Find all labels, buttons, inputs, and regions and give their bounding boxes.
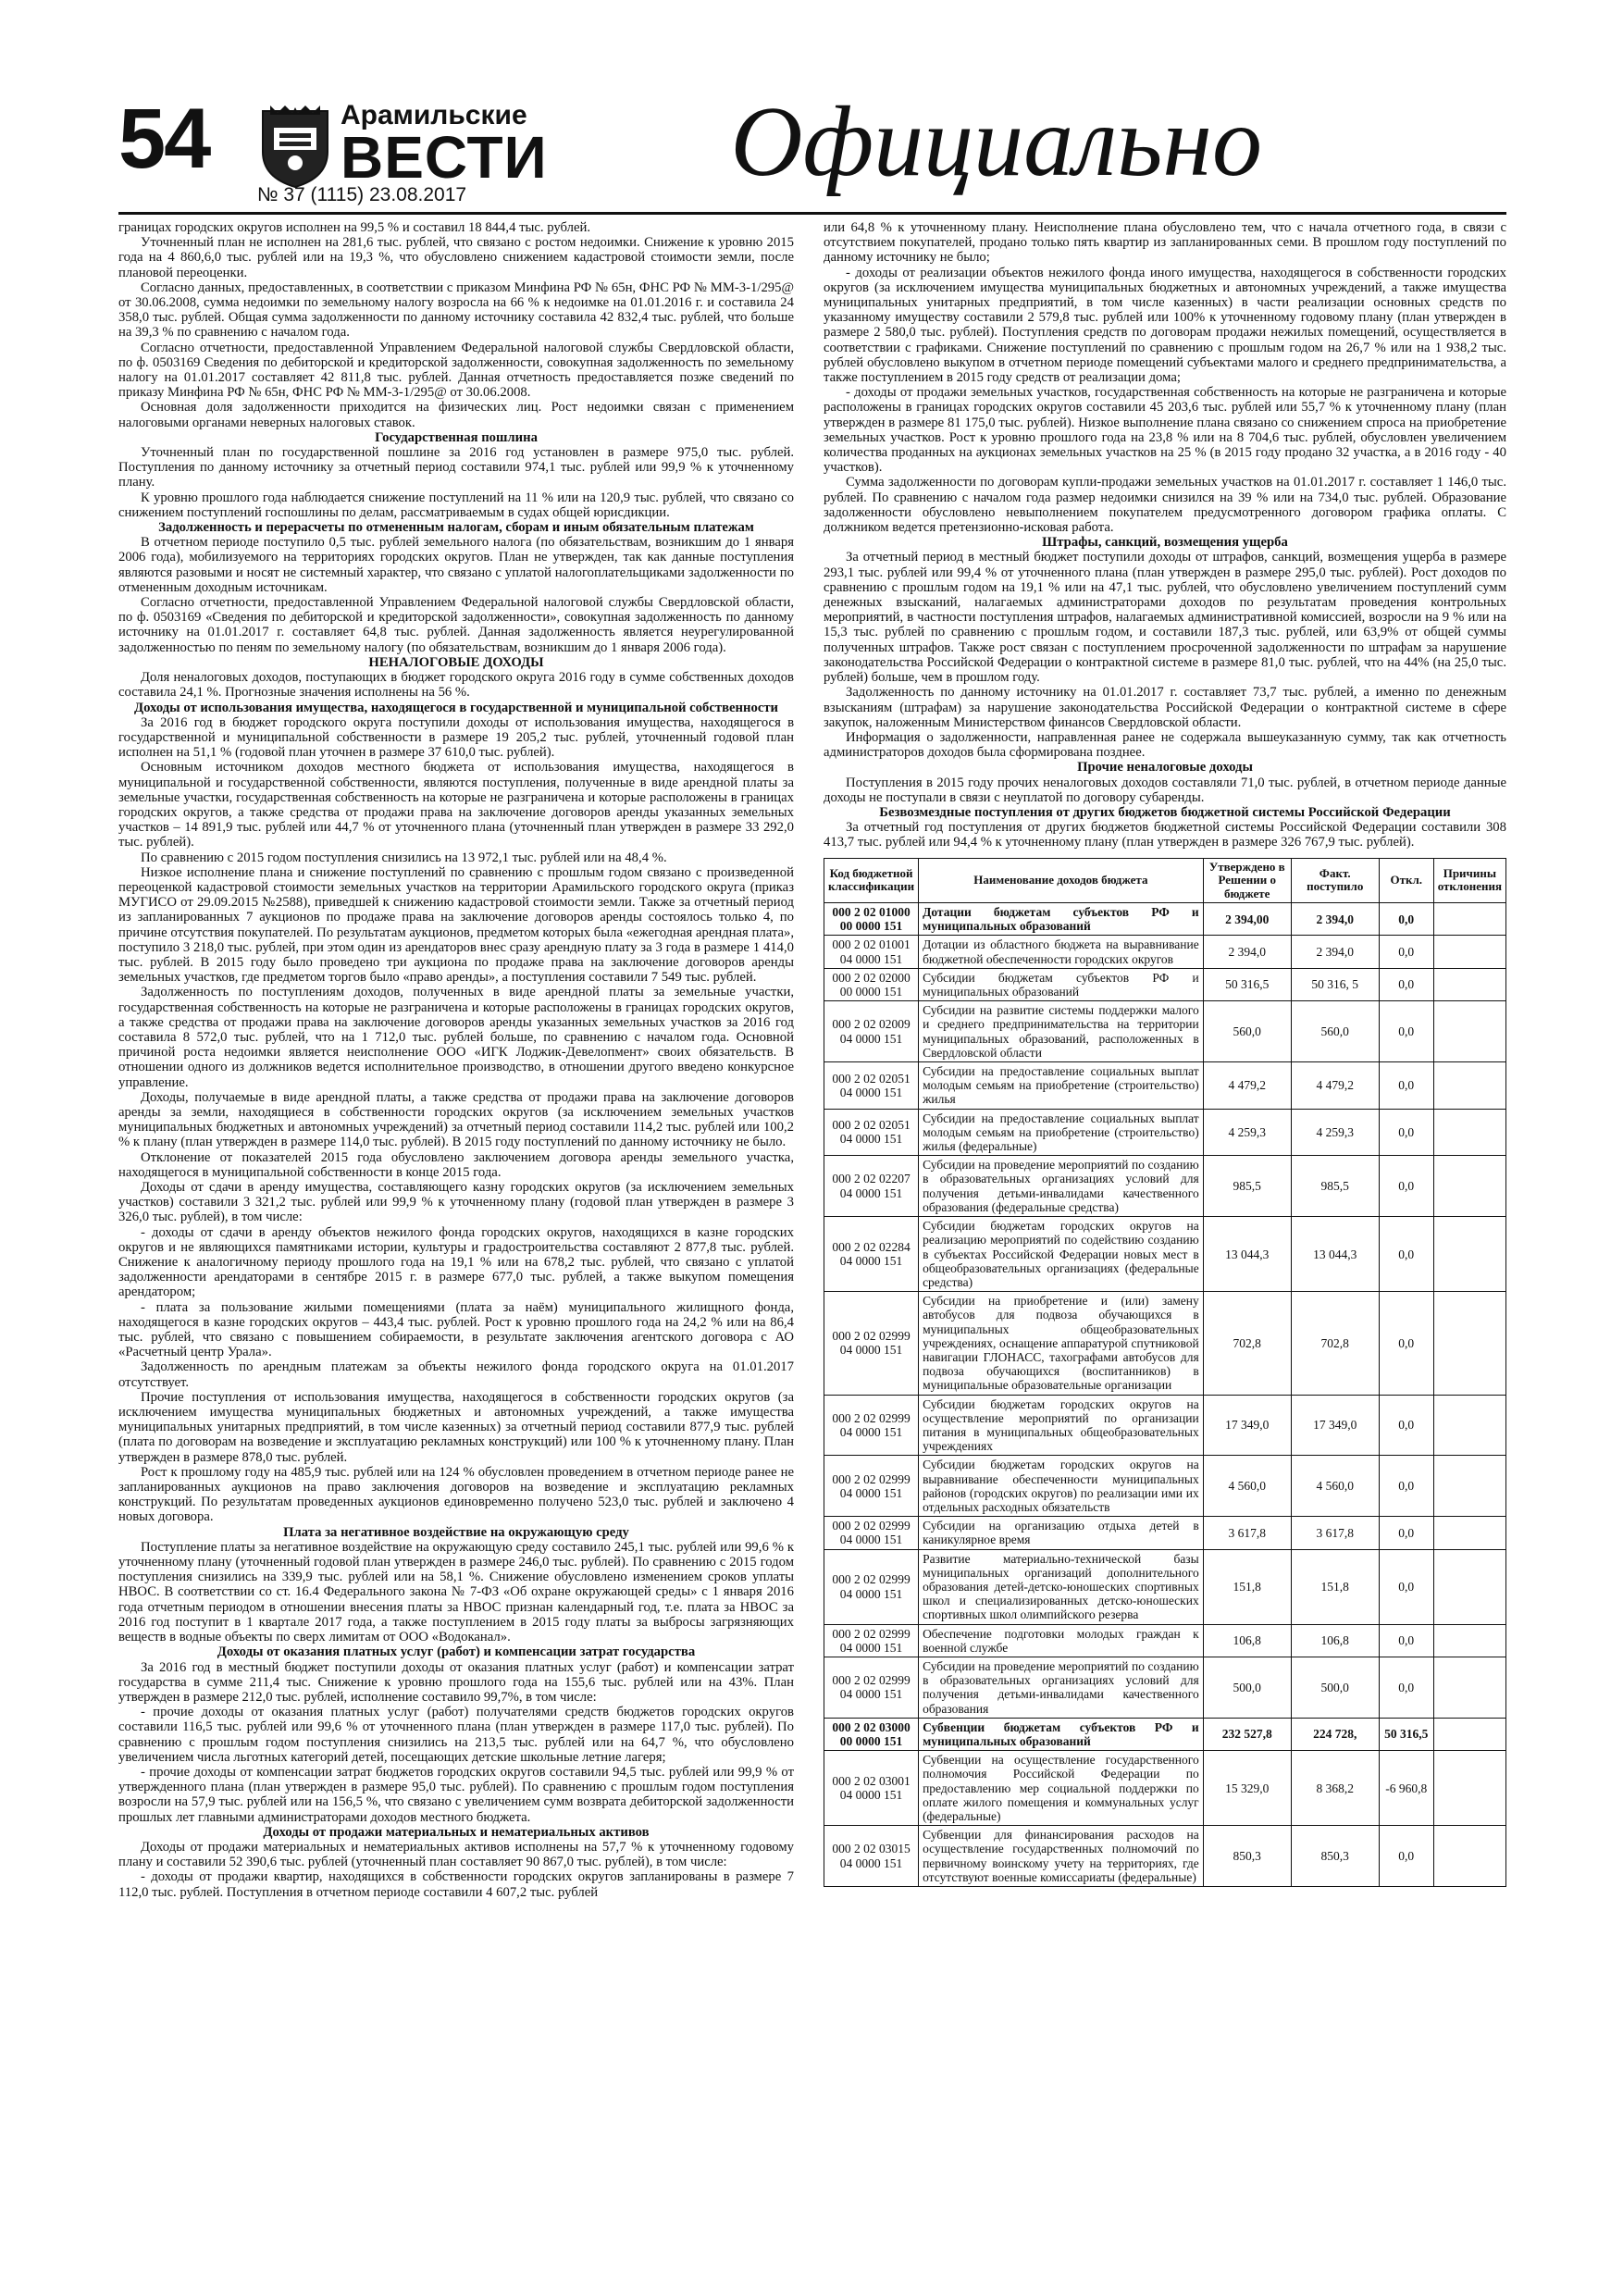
cell-code: 000 2 02 02999 04 0000 151 (824, 1456, 919, 1517)
cell-code: 000 2 02 03015 04 0000 151 (824, 1826, 919, 1887)
table-row (824, 1517, 1506, 1549)
section-heading: Доходы от использования имущества, находящегося в государственной и муниципальной собственности (133, 700, 779, 715)
cell-plan: 560,0 (1203, 1001, 1291, 1062)
cell-name: Субсидии на организацию отдыха детей в каникулярное время (919, 1517, 1204, 1549)
cell-name: Субсидии на приобретение и (или) замену автобусов для подвоза обучающихся в муниципальных общеобразовательных учреждениях, оснащение аппаратурой спутниковой навигации ГЛОНАСС, тахографами автобусов для подвоза обучающихся (воспитанников) в муниципальные образовательные организации (919, 1292, 1204, 1395)
cell-plan: 50 316,5 (1203, 968, 1291, 1000)
paragraph: Сумма задолженности по договорам купли-продажи земельных участков на 01.01.2017 г. составляет 1 146,0 тыс. рублей. По сравнению с началом года размер недоимки снизился на 39 % или на 734,0 тыс. рублей. Образование задолженности обусловлено невыполнением покупателем предусмотренного договором графика оплаты. С должником ведется претензионно-исковая работа. (824, 475, 1506, 536)
cell-fact: 3 617,8 (1291, 1517, 1379, 1549)
cell-code: 000 2 02 03000 00 0000 151 (824, 1718, 919, 1750)
cell-reason (1433, 1517, 1505, 1549)
cell-deviation: 0,0 (1379, 1657, 1433, 1718)
cell-reason (1433, 1001, 1505, 1062)
paragraph: За отчетный год поступления от других бюджетов бюджетной системы Российской Федерации составили 308 413,7 тыс. рублей или 94,4 % к уточненному плану (план утвержден в размере 326 767,9 тыс. рублей). (824, 820, 1506, 850)
cell-plan: 500,0 (1203, 1657, 1291, 1718)
paragraph: Основная доля задолженности приходится на физических лиц. Рост недоимки связан с применением налоговыми органами неверных налоговых ставок. (118, 400, 794, 430)
cell-plan: 15 329,0 (1203, 1751, 1291, 1826)
section-title: Официально (730, 87, 1262, 197)
cell-code: 000 2 02 02999 04 0000 151 (824, 1292, 919, 1395)
left-column (118, 220, 794, 2275)
cell-reason (1433, 936, 1505, 968)
cell-reason (1433, 1395, 1505, 1456)
cell-plan: 4 479,2 (1203, 1062, 1291, 1110)
section-heading: Прочие неналоговые доходы (1077, 760, 1253, 776)
cell-code: 000 2 02 03001 04 0000 151 (824, 1751, 919, 1826)
paragraph: За 2016 год в бюджет городского округа поступили доходы от использования имущества, находящегося в государственной и муниципальной собственности в размере 19 205,2 тыс. рублей, уточненный годовой план исполнен на 51,1 % (годовой план уточнен в размере 37 610,0 тыс. рублей). (118, 714, 794, 761)
paragraph: - прочие доходы от компенсации затрат бюджетов городских округов составили 94,5 тыс. рублей или 99,9 % от утвержденного плана (план утвержден в размере 95,0 тыс. рублей). По сравнению с прошлым годом поступления возросли на 57,9 тыс. рублей или на 156,5 %, что связано с увеличением сумм возврата дебиторской задолженности прошлых лет главными администраторами доходов местного бюджета. (118, 1764, 794, 1825)
table-row (824, 1109, 1506, 1156)
cell-code: 000 2 02 02999 04 0000 151 (824, 1657, 919, 1718)
paragraph: - плата за пользование жилыми помещениями (плата за наём) муниципального жилищного фонда, находящегося в казне городских округов – 443,4 тыс. рублей. Рост к уровню прошлого года на 24,2 % или на 86,4 тыс. рублей, что связано с повышением собираемости, в результате заключения агентского договора с АО «Расчетный центр Урала». (118, 1299, 794, 1360)
cell-code: 000 2 02 02999 04 0000 151 (824, 1624, 919, 1657)
paragraph: Основным источником доходов местного бюджета от использования имущества, находящегося в муниципальной и государственной собственности, являются поступления, полученные в виде арендной платы за земельные участки, государственная собственность на которые не разграничена и которые расположены в границах городских округов, а также средства от продажи права на заключение договоров аренды указанных земельных участков – 14 891,9 тыс. рублей или 44,7 % от уточненного плана (уточненный план утвержден в размере 33 292,0 тыс. рублей). (118, 760, 794, 850)
paragraph: По сравнению с 2015 годом поступления снизились на 13 972,1 тыс. рублей или на 48,4 %. (141, 850, 667, 865)
cell-fact: 151,8 (1291, 1549, 1379, 1624)
paragraph: Поступления в 2015 году прочих неналоговых доходов составляли 71,0 тыс. рублей, в отчетном периоде данные доходы не поступали в связи с неуплатой по договору субаренды. (824, 775, 1506, 805)
cell-name: Развитие материально-технической базы муниципальных организаций дополнительного образования детей-детско-юношеских спортивных школ и специализированных детско-юношеских спортивных школ олимпийского резерва (919, 1549, 1204, 1624)
cell-code: 000 2 02 01001 04 0000 151 (824, 936, 919, 968)
cell-plan: 850,3 (1203, 1826, 1291, 1887)
cell-reason (1433, 1156, 1505, 1217)
header-code: Код бюджетной классификации (824, 858, 919, 903)
cell-reason (1433, 1624, 1505, 1657)
cell-deviation: 0,0 (1379, 968, 1433, 1000)
paragraph: - доходы от реализации объектов нежилого фонда иного имущества, находящегося в собственности городских округов (за исключением имущества муниципальных бюджетных и автономных учреждений, а также имущества муниципальных унитарных предприятий, в том числе казенных) в части реализации основных средств по указанному имуществу составили 2 579,8 тыс. рублей или 100% к уточненному годовому плану (план утвержден в размере 2 580,0 тыс. рублей). Поступления средств по договорам продажи нежилых помещений, осуществляется в соответствии с графиками. Снижение поступлений по сравнению с прошлым годом на 26,7 % или на 1 938,2 тыс. рублей обусловлено выкупом в отчетном периоде помещений субъектами малого и среднего предпринимательства, а также поступлением в 2015 году средств от реализации дома; (824, 265, 1506, 386)
header-name: Наименование доходов бюджета (919, 858, 1204, 903)
paragraph: Доходы от сдачи в аренду имущества, составляющего казну городских округов (за исключением земельных участков) составили 3 321,2 тыс. рублей или 99,9 % к уточненному плану (годовой план утвержден в размере 3 326,0 тыс. рублей), в том числе: (118, 1180, 794, 1225)
table-header-row (824, 858, 1506, 903)
paragraph: Доля неналоговых доходов, поступающих в бюджет городского округа 2016 году в сумме собственных доходов составила 24,1 %. Прогнозные значения исполнены на 56 %. (118, 670, 794, 701)
cell-name: Субсидии бюджетам городских округов на реализацию мероприятий по содействию созданию в субъектах Российской Федерации новых мест в общеобразовательных организациях (федеральные средства) (919, 1217, 1204, 1292)
paragraph: За отчетный период в местный бюджет поступили доходы от штрафов, санкций, возмещения ущерба в размере 293,1 тыс. рублей или 99,4 % от уточненного плана (план утвержден в размере 295,0 тыс. рублей). Рост доходов по сравнению с прошлым годом на 19,1 % или на 47,1 тыс. рублей, что обусловлено увеличением поступлений сумм денежных взысканий, налагаемых администраторами доходов по результатам проведения контрольных мероприятий, в частности поступления штрафов, налагаемых административной комиссией, возросли на 9 % или на 15,3 тыс. рублей по сравнению с прошлым годом, и составили 187,3 тыс. рублей, или 63,9% от общей суммы полученных штрафов. Также рост связан с поступлением просроченной задолженности по штрафам за нарушение законодательства Российской Федерации о контрактной системе в размере 81,0 тыс. рублей, что на 44% (на 25,0 тыс. рублей) больше, чем в прошлом году. (824, 550, 1506, 686)
city-coat-of-arms-icon (257, 104, 333, 189)
cell-name: Обеспечение подготовки молодых граждан к военной службе (919, 1624, 1204, 1657)
cell-deviation: 0,0 (1379, 1292, 1433, 1395)
cell-deviation: 0,0 (1379, 1826, 1433, 1887)
header-fact: Факт. поступило (1291, 858, 1379, 903)
paragraph: - доходы от продажи земельных участков, государственная собственность на которые не разграничена и которые расположены в границах городских округов составили 45 203,6 тыс. рублей или 55,7 % к уточненному плану (план утвержден в размере 81 175,0 тыс. рублей). Низкое выполнение плана связано со снижением спроса на приобретение земельных участков. Рост к уровню прошлого года на 23,8 % или на 8 704,6 тыс. рублей, обусловлен увеличением количества проданных на аукционах земельных участков на 25 % (в 2015 году продано 32 участка, а в 2016 году - 40 участков). (824, 385, 1506, 476)
table-row (824, 1156, 1506, 1217)
cell-name: Дотации бюджетам субъектов РФ и муниципальных образований (919, 903, 1204, 936)
paragraph: Задолженность по данному источнику на 01.01.2017 г. составляет 73,7 тыс. рублей, а именно по денежным взысканиям (штрафам) за нарушение законодательства Российской Федерации о контрактной системе в сфере закупок, наложенным Министерством финансов Свердловской области. (824, 685, 1506, 730)
table-row (824, 1292, 1506, 1395)
table-row (824, 1456, 1506, 1517)
issue-info: № 37 (1115) 23.08.2017 (257, 184, 467, 205)
table-row (824, 1549, 1506, 1624)
cell-reason (1433, 1109, 1505, 1156)
cell-fact: 500,0 (1291, 1657, 1379, 1718)
cell-fact: 8 368,2 (1291, 1751, 1379, 1826)
cell-plan: 3 617,8 (1203, 1517, 1291, 1549)
cell-plan: 13 044,3 (1203, 1217, 1291, 1292)
cell-reason (1433, 1657, 1505, 1718)
section-heading: Безвозмездные поступления от других бюджетов бюджетной системы Российской Федерации (879, 804, 1451, 820)
cell-code: 000 2 02 02207 04 0000 151 (824, 1156, 919, 1217)
cell-reason (1433, 1456, 1505, 1517)
cell-deviation: 0,0 (1379, 1001, 1433, 1062)
cell-fact: 560,0 (1291, 1001, 1379, 1062)
cell-name: Субвенции для финансирования расходов на осуществление государственных полномочий по первичному воинскому учету на территориях, где отсутствуют военные комиссариаты (федеральные) (919, 1826, 1204, 1887)
header-deviation: Откл. (1379, 858, 1433, 903)
cell-name: Субсидии на проведение мероприятий по созданию в образовательных организациях условий для получения детьми-инвалидами качественного образования (федеральные средства) (919, 1156, 1204, 1217)
cell-code: 000 2 02 02999 04 0000 151 (824, 1517, 919, 1549)
table-row (824, 1001, 1506, 1062)
paper-name-main: ВЕСТИ (341, 124, 548, 191)
cell-fact: 13 044,3 (1291, 1217, 1379, 1292)
table-body (824, 903, 1506, 1887)
cell-name: Субсидии на развитие системы поддержки малого и среднего предпринимательства на территории муниципальных образований, расположенных в Свердловской области (919, 1001, 1204, 1062)
section-heading: Государственная пошлина (375, 429, 538, 445)
cell-name: Субсидии бюджетам городских округов на осуществление мероприятий по организации питания в муниципальных общеобразовательных учреждениях (919, 1395, 1204, 1456)
paragraph: - доходы от сдачи в аренду объектов нежилого фонда городских округов, находящихся в казне городских округов и не являющихся памятниками истории, культуры и градостроительства составляют 2 877,8 тыс. рублей. Снижение к аналогичному периоду прошлого года на 19,1 % или на 678,2 тыс. рублей, что связано с уплатой задолженности арендаторами в сентябре 2015 г. в размере 677,0 тыс. рублей, а также выкупом помещения арендатором; (118, 1224, 794, 1300)
cell-code: 000 2 02 02284 04 0000 151 (824, 1217, 919, 1292)
cell-deviation: 0,0 (1379, 1456, 1433, 1517)
cell-fact: 2 394,0 (1291, 903, 1379, 936)
cell-name: Субсидии на предоставление социальных выплат молодым семьям на приобретение (строительство) жилья (федеральные) (919, 1109, 1204, 1156)
paragraph: Доходы, получаемые в виде арендной платы, а также средства от продажи права на заключение договоров аренды за земли, находящиеся в собственности городских округов (за исключением земельных участков муниципальных бюджетных и автономных учреждений) за отчетный период составили 114,2 тыс. рублей или 100,2 % к плану (план утвержден в размере 114,0 тыс. рублей). В 2015 году поступлений по данному источнику не было. (118, 1089, 794, 1150)
cell-fact: 850,3 (1291, 1826, 1379, 1887)
cell-fact: 2 394,0 (1291, 936, 1379, 968)
header-reasons: Причины отклонения (1433, 858, 1505, 903)
cell-code: 000 2 02 01000 00 0000 151 (824, 903, 919, 936)
paragraph: К уровню прошлого года наблюдается снижение поступлений на 11 % или на 120,9 тыс. рублей, что связано со снижением поступлений госпошлины по делам, рассматриваемым в судах общей юрисдикции. (118, 490, 794, 520)
table-row (824, 1062, 1506, 1110)
paragraph: Задолженность по поступлениям доходов, полученных в виде арендной платы за земельные участки, государственная собственность на которые не разграничена и которые расположены в границах городских округов, а также средства от продажи права на заключение договоров аренды указанных земельных участков за 2016 год составила 8 572,0 тыс. рублей, что на 1 712,0 тыс. рублей больше, по сравнению с началом года. Основной причиной роста недоимки является неисполнение ООО «ИГК Лоджик-Девелопмент» своих обязательств. В отношении одного из должников ведется исполнительное производство, в отношении другого введено конкурсное управление. (118, 985, 794, 1090)
table-row (824, 968, 1506, 1000)
cell-fact: 985,5 (1291, 1156, 1379, 1217)
paragraph: За 2016 год в местный бюджет поступили доходы от оказания платных услуг (работ) и компенсации затрат государства в сумме 211,4 тыс. Снижение к уровню прошлого года на 155,6 тыс. рублей или на 43%. План утвержден в размере 212,0 тыс. рублей, исполнение составило 99,7%, в том числе: (118, 1659, 794, 1705)
cell-deviation: 0,0 (1379, 903, 1433, 936)
cell-deviation: 0,0 (1379, 1549, 1433, 1624)
cell-code: 000 2 02 02051 04 0000 151 (824, 1109, 919, 1156)
cell-name: Субсидии бюджетам городских округов на выравнивание обеспеченности муниципальных районов (городских округов) по реализации ими их отдельных расходных обязательств (919, 1456, 1204, 1517)
cell-fact: 4 479,2 (1291, 1062, 1379, 1110)
cell-plan: 232 527,8 (1203, 1718, 1291, 1750)
cell-plan: 4 560,0 (1203, 1456, 1291, 1517)
paragraph: - прочие доходы от оказания платных услуг (работ) получателями средств бюджетов городских округов составили 116,5 тыс. рублей или 99,6 % от уточненного плана (план утвержден в размере 117,0 тыс. рублей). По сравнению с прошлым годом поступления снизились на 213,5 тыс. рублей или на 64,7 %, что обусловлено увеличением числа льготных категорий детей, посещающих детские школьные летние лагеря; (118, 1705, 794, 1765)
cell-deviation: 0,0 (1379, 1156, 1433, 1217)
table-row (824, 1217, 1506, 1292)
cell-fact: 106,8 (1291, 1624, 1379, 1657)
cell-deviation: 0,0 (1379, 1109, 1433, 1156)
paragraph: Поступление платы за негативное воздействие на окружающую среду составило 245,1 тыс. рублей или 99,6 % к уточненному плану (уточненный годовой план утвержден в размере 246,0 тыс. рублей). По сравнению с 2015 годом поступления снизились на 339,9 тыс. рублей или на 58,1 %. Снижение обусловлено изменением сроков уплаты НВОС. В соответствии со ст. 16.4 Федерального закона № 7-ФЗ «Об охране окружающей среды» с 1 января 2016 года отчетным периодом в отношении внесения платы за НВОС признан календарный год, т.е. плата за НВОС за 2016 год поступит в 1 квартале 2017 года, а также поступлением в 2015 году платы за выбросы загрязняющих веществ в водные объекты по сверх лимитам от ООО «Водоканал». (118, 1539, 794, 1645)
cell-plan: 106,8 (1203, 1624, 1291, 1657)
paragraph: Доходы от продажи материальных и нематериальных активов исполнены на 57,7 % к уточненному годовому плану и составили 52 390,6 тыс. рублей (уточненный план составляет 90 867,0 тыс. рублей), в том числе: (118, 1839, 794, 1870)
cell-deviation: 0,0 (1379, 1217, 1433, 1292)
cell-plan: 4 259,3 (1203, 1109, 1291, 1156)
header-plan: Утверждено в Решении о бюджете (1203, 858, 1291, 903)
paragraph: Согласно данных, предоставленных, в соответствии с приказом Минфина РФ № 65н, ФНС РФ № ММ-3-1/295@ от 30.06.2008, сумма недоимки по земельному налогу возросла на 66 % к недоимке на 01.01.2016 г. и составила 24 358,0 тыс. рублей. Общая сумма задолженности по данному источнику составила 42 832,4 тыс. рублей, что больше на 39,3 % по сравнению с началом года. (118, 279, 794, 341)
paragraph: Уточненный план не исполнен на 281,6 тыс. рублей, что связано с ростом недоимки. Снижение к уровню 2015 года на 4 860,6,0 тыс. рублей или на 19,3 %, что обусловлено снижением кадастровой стоимости земли, после плановой переоценки. (118, 235, 794, 280)
cell-deviation: 0,0 (1379, 1062, 1433, 1110)
cell-plan: 2 394,0 (1203, 936, 1291, 968)
page-number: 54 (118, 92, 210, 186)
paragraph: Прочие поступления от использования имущества, находящегося в собственности городских округов (за исключением имущества муниципальных бюджетных и автономных учреждений, а также имущества муниципальных унитарных предприятий, в том числе казенных) за отчетный период составили 877,9 тыс. рублей (плата по договорам на возведение и эксплуатацию рекламных конструкций) или 100 % к уточненному плану. План утвержден в размере 878,0 тыс. рублей. (118, 1389, 794, 1465)
cell-plan: 985,5 (1203, 1156, 1291, 1217)
cell-reason (1433, 903, 1505, 936)
cell-name: Субсидии на предоставление социальных выплат молодым семьям на приобретение (строительство) жилья (919, 1062, 1204, 1110)
section-heading: Плата за негативное воздействие на окружающую среду (283, 1524, 629, 1540)
cell-reason (1433, 1718, 1505, 1750)
right-column-text (824, 220, 1506, 850)
section-heading: Задолженность и перерасчеты по отмененным налогам, сборам и иным обязательным платежам (158, 520, 754, 536)
section-heading: Доходы от продажи материальных и нематериальных активов (263, 1824, 650, 1840)
paragraph: Отклонение от показателей 2015 года обусловлено заключением договора аренды земельного участка, находящегося в муниципальной собственности в конце 2015 года. (118, 1149, 794, 1180)
cell-deviation: 50 316,5 (1379, 1718, 1433, 1750)
cell-reason (1433, 1549, 1505, 1624)
cell-name: Субсидии на проведение мероприятий по созданию в образовательных организациях условий для получения детьми-инвалидами качественного образования (919, 1657, 1204, 1718)
section-heading: Штрафы, санкций, возмещения ущерба (1042, 535, 1288, 551)
cell-reason (1433, 1292, 1505, 1395)
paragraph: Информация о задолженности, направленная ранее не содержала вышеуказанную сумму, так как отчетность администраторов доходов была сформирована позднее. (824, 729, 1506, 761)
table-row (824, 1718, 1506, 1750)
paragraph: Уточненный план по государственной пошлине за 2016 год установлен в размере 975,0 тыс. рублей. Поступления по данному источнику за отчетный период составили 974,1 тыс. рублей или 99,9 % к уточненному плану. (118, 445, 794, 490)
cell-plan: 151,8 (1203, 1549, 1291, 1624)
table-row (824, 1826, 1506, 1887)
cell-code: 000 2 02 02009 04 0000 151 (824, 1001, 919, 1062)
cell-name: Субвенции бюджетам субъектов РФ и муниципальных образований (919, 1718, 1204, 1750)
cell-deviation: 0,0 (1379, 1395, 1433, 1456)
paragraph: В отчетном периоде поступило 0,5 тыс. рублей земельного налога (по обязательствам, возникшим до 1 января 2006 года), мобилизуемого на территориях городских округов. План не утвержден, так как данные поступления являются разовыми и носят не системный характер, что связано с уплатой налогоплательщиками задолженности по отмененным доходным источникам. (118, 535, 794, 595)
cell-plan: 702,8 (1203, 1292, 1291, 1395)
cell-reason (1433, 1826, 1505, 1887)
cell-fact: 702,8 (1291, 1292, 1379, 1395)
table-row (824, 1751, 1506, 1826)
paragraph: или 64,8 % к уточненному плану. Неисполнение плана обусловлено тем, что с начала отчетного года, в связи с отсутствием покупателей, продано только пять квартир из запланированных семи. В прошлом году поступлений по данному источнику не было; (824, 220, 1506, 266)
paragraph: Согласно отчетности, предоставленной Управлением Федеральной налоговой службы Свердловской области, по ф. 0503169 Сведения по дебиторской и кредиторской задолженности, совокупная задолженность по земельному налогу на 01.01.2017 составляет 42 811,8 тыс. рублей. Данная отчетность предоставляется позже сведений по приказу Минфина РФ № 65н, ФНС РФ № ММ-3-1/295@ от 30.06.2008. (118, 340, 794, 401)
table-row (824, 903, 1506, 936)
cell-deviation: 0,0 (1379, 1517, 1433, 1549)
cell-name: Дотации из областного бюджета на выравнивание бюджетной обеспеченности городских округов (919, 936, 1204, 968)
cell-fact: 50 316, 5 (1291, 968, 1379, 1000)
cell-deviation: 0,0 (1379, 936, 1433, 968)
cell-code: 000 2 02 02999 04 0000 151 (824, 1395, 919, 1456)
cell-name: Субсидии бюджетам субъектов РФ и муниципальных образований (919, 968, 1204, 1000)
table-row (824, 1657, 1506, 1718)
cell-name: Субвенции на осуществление государственного полномочия Российской Федерации по предоставлению мер социальной поддержки по оплате жилого помещения и коммунальных услуг (федеральные) (919, 1751, 1204, 1826)
cell-reason (1433, 1062, 1505, 1110)
table-row (824, 1624, 1506, 1657)
cell-reason (1433, 1217, 1505, 1292)
paragraph: границах городских округов исполнен на 99,5 % и составил 18 844,4 тыс. рублей. (118, 220, 591, 235)
paragraph: Согласно отчетности, предоставленной Управлением Федеральной налоговой службы Свердловской области, по ф. 0503169 «Сведения по дебиторской и кредиторской задолженности», совокупная задолженность по данному источнику на 01.01.2017 г. составляет 64,8 тыс. рублей. Данная задолженность является неурегулированной задолженностью по пеням по земельному налогу (по обязательствам, возникшим до 1 января 2006 года). (118, 595, 794, 655)
paragraph: Рост к прошлому году на 485,9 тыс. рублей или на 124 % обусловлен проведением в отчетном периоде ранее не запланированных аукционов на право заключения договоров на возведение и эксплуатацию рекламных конструкций. По результатам проведенных аукционов единовременно получено 523,0 тыс. рублей и заключено 4 новых договора. (118, 1464, 794, 1525)
paragraph: Низкое исполнение плана и снижение поступлений по сравнению с прошлым годом связано с произведенной переоценкой кадастровой стоимости земельных участков на территории Арамильского городского округа (приказ МУГИСО от 29.09.2015 №2588), приведшей к снижению кадастровой стоимости земли. Также за отчетный период из запланированных 7 аукционов по продаже права на заключение договоров аренды состоялось только 4, по причине отсутствия покупателей. По результатам аукционов, предметом которых была «ежегодная арендная плата», поступило 3 218,0 тыс. рублей, при этом один из арендаторов внес сразу арендную плату за 3 года в размере 1 414,0 тыс. рублей. В 2015 году было проведено три аукциона по продаже права на заключение договоров аренды земельных участков, где предметом торгов было «право аренды», а поступления составили 7 549 тыс. рублей. (118, 864, 794, 986)
cell-reason (1433, 968, 1505, 1000)
cell-deviation: -6 960,8 (1379, 1751, 1433, 1826)
table-row (824, 1395, 1506, 1456)
paper-name-top: Арамильские (341, 100, 527, 130)
cell-fact: 17 349,0 (1291, 1395, 1379, 1456)
section-heading: НЕНАЛОГОВЫЕ ДОХОДЫ (368, 654, 544, 670)
cell-fact: 4 259,3 (1291, 1109, 1379, 1156)
cell-reason (1433, 1751, 1505, 1826)
right-column (824, 220, 1506, 2275)
cell-fact: 4 560,0 (1291, 1456, 1379, 1517)
paragraph: - доходы от продажи квартир, находящихся в собственности городских округов запланированы в размере 7 112,0 тыс. рублей. Поступления в отчетном периоде составили 4 607,2 тыс. рублей (118, 1869, 794, 1900)
cell-plan: 2 394,00 (1203, 903, 1291, 936)
cell-code: 000 2 02 02999 04 0000 151 (824, 1549, 919, 1624)
table-row (824, 936, 1506, 968)
header-divider (118, 212, 1506, 215)
section-heading: Доходы от оказания платных услуг (работ) и компенсации затрат государства (217, 1644, 696, 1660)
cell-deviation: 0,0 (1379, 1624, 1433, 1657)
cell-code: 000 2 02 02000 00 0000 151 (824, 968, 919, 1000)
paragraph: Задолженность по арендным платежам за объекты нежилого фонда городского округа на 01.01.2017 отсутствует. (118, 1359, 794, 1390)
subsidies-table (824, 858, 1506, 1888)
cell-code: 000 2 02 02051 04 0000 151 (824, 1062, 919, 1110)
cell-fact: 224 728, (1291, 1718, 1379, 1750)
cell-plan: 17 349,0 (1203, 1395, 1291, 1456)
